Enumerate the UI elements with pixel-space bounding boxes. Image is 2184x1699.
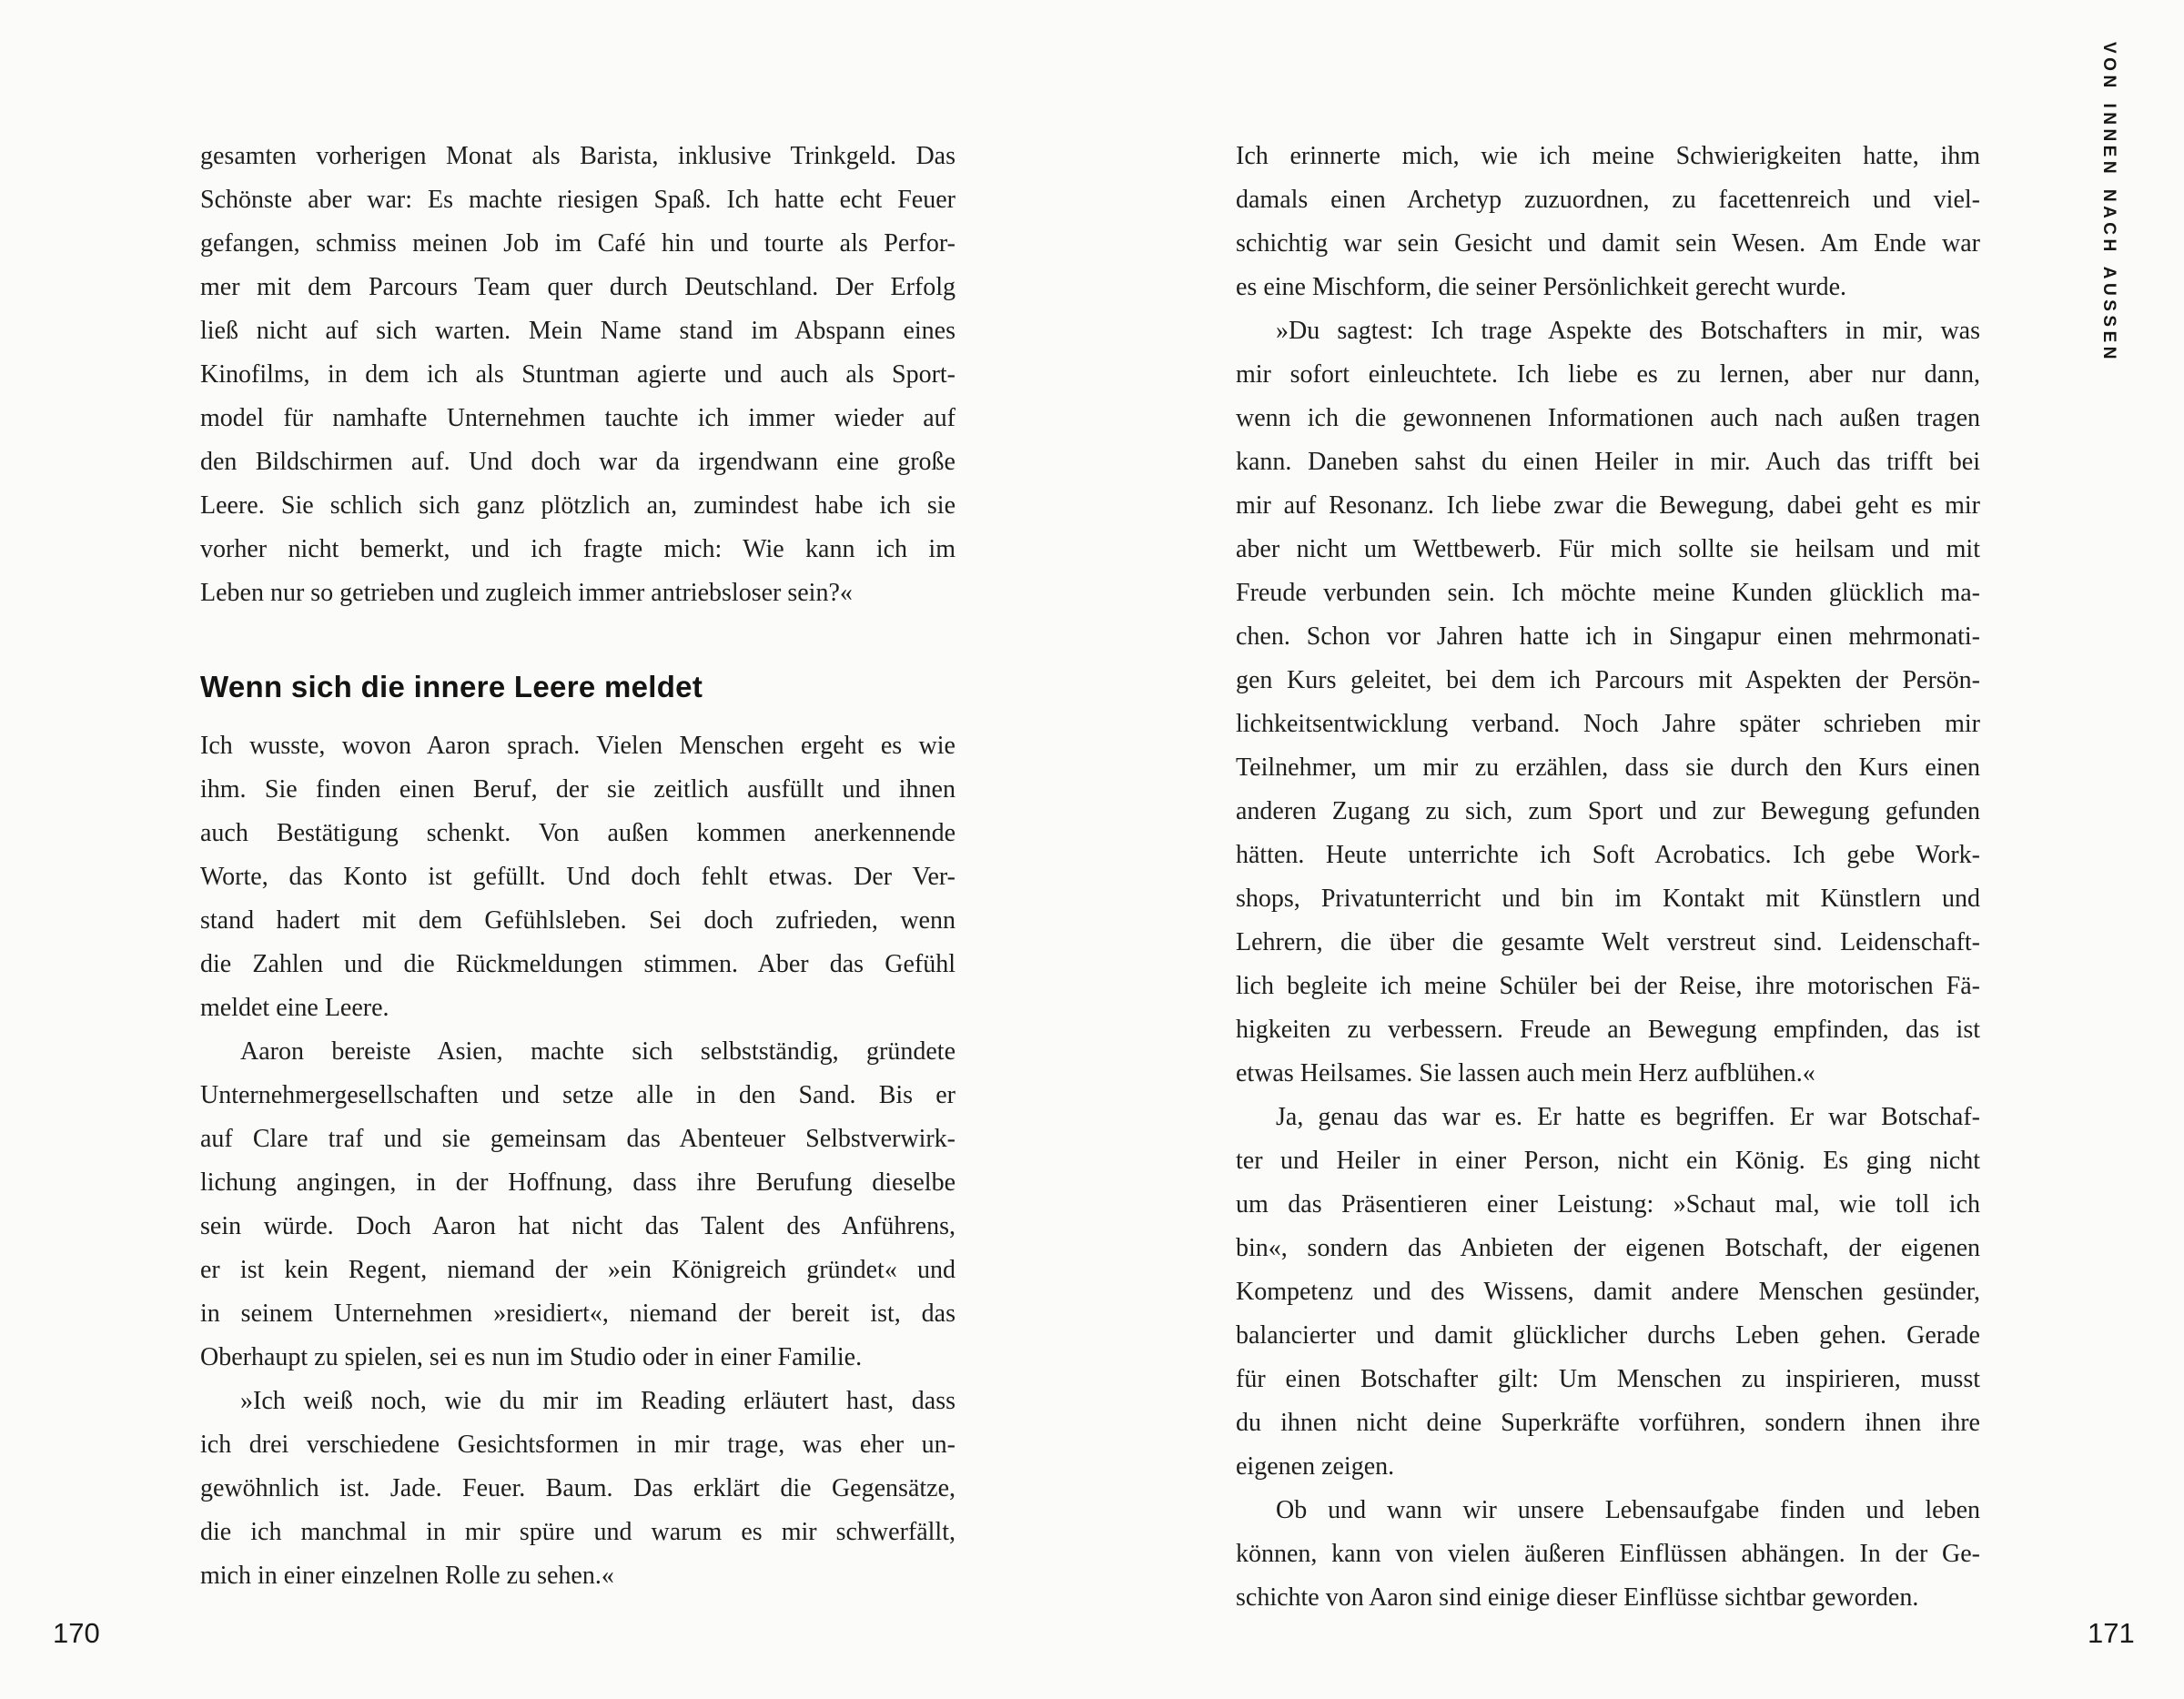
text-line: Aaron bereiste Asien, machte sich selbstständig, gründete (240, 1037, 956, 1066)
text-line: Kompetenz und des Wissens, damit andere Menschen gesünder, (1236, 1278, 1980, 1306)
text-line: kann. Daneben sahst du einen Heiler in mir. Auch das trifft bei (1236, 448, 1980, 476)
paragraph (1236, 1096, 1980, 1489)
left-page-text-column (200, 135, 956, 1598)
page-number-right: 171 (2088, 1617, 2135, 1649)
text-line: gewöhnlich ist. Jade. Feuer. Baum. Das erklärt die Gegensätze, (200, 1474, 956, 1502)
text-line: Ich wusste, wovon Aaron sprach. Vielen Menschen ergeht es wie (200, 732, 956, 760)
page-right (1092, 0, 2184, 1699)
text-line: lichung angingen, in der Hoffnung, dass ihre Berufung dieselbe (200, 1168, 956, 1197)
section-heading: Wenn sich die innere Leere meldet (200, 670, 703, 703)
text-line: gen Kurs geleitet, bei dem ich Parcours mit Aspekten der Persön- (1236, 666, 1980, 694)
text-line: ich drei verschiedene Gesichtsformen in mir trage, was eher un- (200, 1431, 956, 1459)
text-line: chen. Schon vor Jahren hatte ich in Singapur einen mehrmonati- (1236, 622, 1980, 651)
text-line: mich in einer einzelnen Rolle zu sehen.« (200, 1562, 614, 1590)
paragraph (200, 135, 956, 615)
text-line: Freude verbunden sein. Ich möchte meine Kunden glücklich ma- (1236, 579, 1980, 607)
page-number-left: 170 (53, 1617, 100, 1649)
text-line: »Ich weiß noch, wie du mir im Reading erläutert hast, dass (240, 1387, 956, 1415)
text-line: Ja, genau das war es. Er hatte es begriffen. Er war Botschaf- (1276, 1103, 1980, 1131)
text-line: shops, Privatunterricht und bin im Kontakt mit Künstlern und (1236, 885, 1980, 913)
text-line: anderen Zugang zu sich, zum Sport und zur Bewegung gefunden (1236, 797, 1980, 825)
text-line: mir sofort einleuchtete. Ich liebe es zu lernen, aber nur dann, (1236, 360, 1980, 389)
paragraph (1236, 309, 1980, 1096)
text-line: balancierter und damit glücklicher durchs Leben gehen. Gerade (1236, 1321, 1980, 1350)
text-line: du ihnen nicht deine Superkräfte vorführen, sondern ihnen ihre (1236, 1409, 1980, 1437)
text-line: wenn ich die gewonnenen Informationen auch nach außen tragen (1236, 404, 1980, 432)
paragraph (200, 1380, 956, 1598)
text-line: eigenen zeigen. (1236, 1452, 1395, 1481)
text-line: damals einen Archetyp zuzuordnen, zu facettenreich und viel- (1236, 186, 1980, 214)
text-line: vorher nicht bemerkt, und ich fragte mich: Wie kann ich im (200, 535, 956, 563)
paragraph (200, 1030, 956, 1380)
text-line: für einen Botschafter gilt: Um Menschen zu inspirieren, musst (1236, 1365, 1980, 1393)
running-header-vertical: VON INNEN NACH AUSSEN (2099, 42, 2118, 363)
text-line: model für namhafte Unternehmen tauchte ich immer wieder auf (200, 404, 956, 432)
text-line: Oberhaupt zu spielen, sei es nun im Studio oder in einer Familie. (200, 1343, 863, 1371)
text-line: ihm. Sie finden einen Beruf, der sie zeitlich ausfüllt und ihnen (200, 775, 956, 804)
text-line: sein würde. Doch Aaron hat nicht das Talent des Anführens, (200, 1212, 956, 1240)
text-line: Leere. Sie schlich sich ganz plötzlich an, zumindest habe ich sie (200, 491, 956, 520)
text-line: die Zahlen und die Rückmeldungen stimmen. Aber das Gefühl (200, 950, 956, 978)
right-page-text-column (1236, 135, 1980, 1620)
text-line: gesamten vorherigen Monat als Barista, inklusive Trinkgeld. Das (200, 142, 956, 170)
text-line: schichtig war sein Gesicht und damit sein Wesen. Am Ende war (1236, 229, 1980, 258)
text-line: auf Clare traf und sie gemeinsam das Abenteuer Selbstverwirk- (200, 1125, 956, 1153)
text-line: mer mit dem Parcours Team quer durch Deutschland. Der Erfolg (200, 273, 956, 301)
text-line: stand hadert mit dem Gefühlsleben. Sei doch zufrieden, wenn (200, 906, 956, 935)
text-line: Ich erinnerte mich, wie ich meine Schwierigkeiten hatte, ihm (1236, 142, 1980, 170)
text-line: Kinofilms, in dem ich als Stuntman agierte und auch als Sport- (200, 360, 956, 389)
text-line: können, kann von vielen äußeren Einflüssen abhängen. In der Ge- (1236, 1540, 1980, 1568)
text-line: auch Bestätigung schenkt. Von außen kommen anerkennende (200, 819, 956, 847)
text-line: gefangen, schmiss meinen Job im Café hin und tourte als Perfor- (200, 229, 956, 258)
text-line: hätten. Heute unterrichte ich Soft Acrobatics. Ich gebe Work- (1236, 841, 1980, 869)
text-line: meldet eine Leere. (200, 994, 389, 1022)
text-line: Schönste aber war: Es machte riesigen Spaß. Ich hatte echt Feuer (200, 186, 956, 214)
text-line: die ich manchmal in mir spüre und warum es mir schwerfällt, (200, 1518, 956, 1546)
text-line: mir auf Resonanz. Ich liebe zwar die Bewegung, dabei geht es mir (1236, 491, 1980, 520)
text-line: etwas Heilsames. Sie lassen auch mein Herz aufblühen.« (1236, 1059, 1815, 1087)
text-line: schichte von Aaron sind einige dieser Einflüsse sichtbar geworden. (1236, 1583, 1919, 1612)
text-line: ließ nicht auf sich warten. Mein Name stand im Abspann eines (200, 317, 956, 345)
text-line: lichkeitsentwicklung verband. Noch Jahre später schrieben mir (1236, 710, 1980, 738)
text-line: Leben nur so getrieben und zugleich immer antriebsloser sein?« (200, 579, 853, 607)
text-line: in seinem Unternehmen »residiert«, niemand der bereit ist, das (200, 1300, 956, 1328)
text-line: Teilnehmer, um mir zu erzählen, dass sie durch den Kurs einen (1236, 753, 1980, 782)
paragraph (200, 724, 956, 1030)
text-line: Ob und wann wir unsere Lebensaufgabe finden und leben (1276, 1496, 1980, 1524)
text-line: den Bildschirmen auf. Und doch war da irgendwann eine große (200, 448, 956, 476)
text-line: Worte, das Konto ist gefüllt. Und doch fehlt etwas. Der Ver- (200, 863, 956, 891)
text-line: er ist kein Regent, niemand der »ein Königreich gründet« und (200, 1256, 956, 1284)
paragraph (1236, 1489, 1980, 1620)
text-line: es eine Mischform, die seiner Persönlichkeit gerecht wurde. (1236, 273, 1847, 301)
text-line: Lehrern, die über die gesamte Welt verstreut sind. Leidenschaft- (1236, 928, 1980, 956)
text-line: lich begleite ich meine Schüler bei der Reise, ihre motorischen Fä- (1236, 972, 1980, 1000)
paragraph (1236, 135, 1980, 309)
text-line: »Du sagtest: Ich trage Aspekte des Botschafters in mir, was (1276, 317, 1980, 345)
text-line: higkeiten zu verbessern. Freude an Bewegung empfinden, das ist (1236, 1016, 1980, 1044)
text-line: ter und Heiler in einer Person, nicht ein König. Es ging nicht (1236, 1147, 1980, 1175)
text-line: bin«, sondern das Anbieten der eigenen Botschaft, der eigenen (1236, 1234, 1980, 1262)
text-line: aber nicht um Wettbewerb. Für mich sollte sie heilsam und mit (1236, 535, 1980, 563)
text-line: um das Präsentieren einer Leistung: »Schaut mal, wie toll ich (1236, 1190, 1980, 1219)
text-line: Unternehmergesellschaften und setze alle in den Sand. Bis er (200, 1081, 956, 1109)
